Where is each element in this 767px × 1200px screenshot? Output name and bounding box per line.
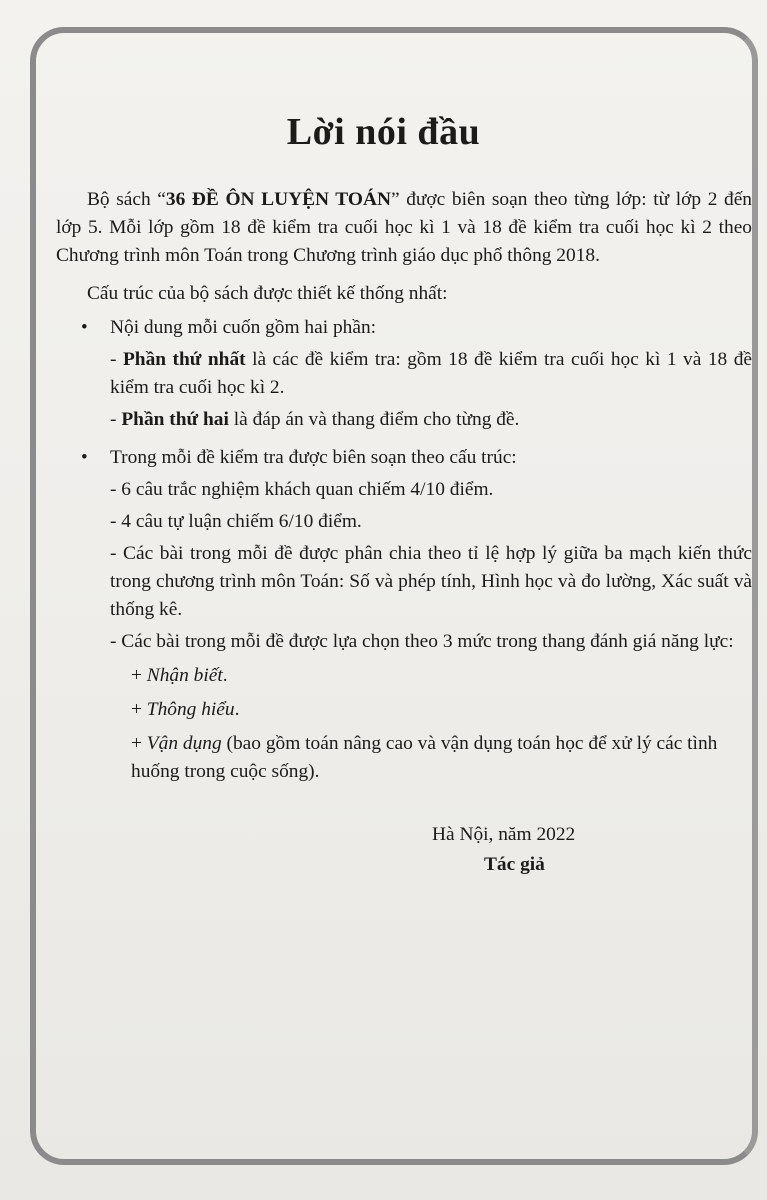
part1-text: là các đề kiểm tra: gồm 18 đề kiểm tra cuối học kì 1 và 18 đề kiểm tra cuối học kì 2. (110, 349, 752, 398)
part1-prefix: - (110, 349, 123, 370)
page-title: Lời nói đầu (286, 111, 481, 153)
signature-author: Tác giả (484, 854, 545, 875)
part1-item (110, 346, 752, 402)
level2-label: Thông hiểu (146, 699, 235, 720)
level-understanding (131, 696, 752, 724)
structure-item-1: - 6 câu trắc nghiệm khách quan chiếm 4/10 điểm. (110, 479, 494, 500)
structure-item-2: - 4 câu tự luận chiếm 6/10 điểm. (110, 511, 362, 532)
bullet-marker: • (81, 317, 88, 338)
part2-prefix: - (110, 409, 122, 430)
signature-place-date: Hà Nội, năm 2022 (432, 824, 576, 845)
level2-prefix: + (131, 699, 147, 720)
level-recognition (131, 662, 752, 690)
section-content-parts (56, 314, 752, 434)
level1-label: Nhận biết (146, 665, 223, 686)
intro-paragraph (56, 186, 752, 270)
level3-label: Vận dụng (146, 733, 222, 754)
part2-label: Phần thứ hai (121, 409, 229, 430)
preface-body (56, 186, 752, 786)
level3-text: (bao gồm toán nâng cao và vận dụng toán học để xử lý các tình huống trong cuộc sống). (131, 733, 718, 782)
level-application (131, 730, 752, 786)
bullet-marker: • (81, 447, 88, 468)
structure-item-3: - Các bài trong mỗi đề được phân chia theo tỉ lệ hợp lý giữa ba mạch kiến thức trong chương trình môn Toán: Số và phép tính, Hình học và đo lường, Xác suất và thống kê. (110, 543, 752, 620)
level1-prefix: + (131, 665, 147, 686)
section-test-structure (56, 444, 752, 786)
part2-item (110, 406, 752, 434)
part2-text: là đáp án và thang điểm cho từng đề. (228, 409, 520, 430)
part1-label: Phần thứ nhất (122, 349, 246, 370)
level1-suffix: . (222, 665, 228, 686)
level2-suffix: . (234, 699, 240, 720)
intro-before: Bộ sách “ (87, 189, 166, 210)
section2-heading: Trong mỗi đề kiểm tra được biên soạn theo cấu trúc: (110, 447, 517, 468)
structure-intro: Cấu trúc của bộ sách được thiết kế thống nhất: (87, 283, 448, 304)
section1-heading: Nội dung mỗi cuốn gồm hai phần: (110, 317, 377, 338)
level3-prefix: + (131, 733, 147, 754)
book-title: 36 ĐỀ ÔN LUYỆN TOÁN (165, 189, 391, 210)
structure-item-4: - Các bài trong mỗi đề được lựa chọn theo 3 mức trong thang đánh giá năng lực: (110, 631, 734, 652)
intro-after: ” được biên soạn theo từng lớp: từ lớp 2 đến lớp 5. Mỗi lớp gồm 18 đề kiểm tra cuối học kì 1 và 18 đề kiểm tra cuối học kì 2 theo Chương trình môn Toán trong Chương trình giáo dục phổ thông 2018. (56, 189, 752, 266)
